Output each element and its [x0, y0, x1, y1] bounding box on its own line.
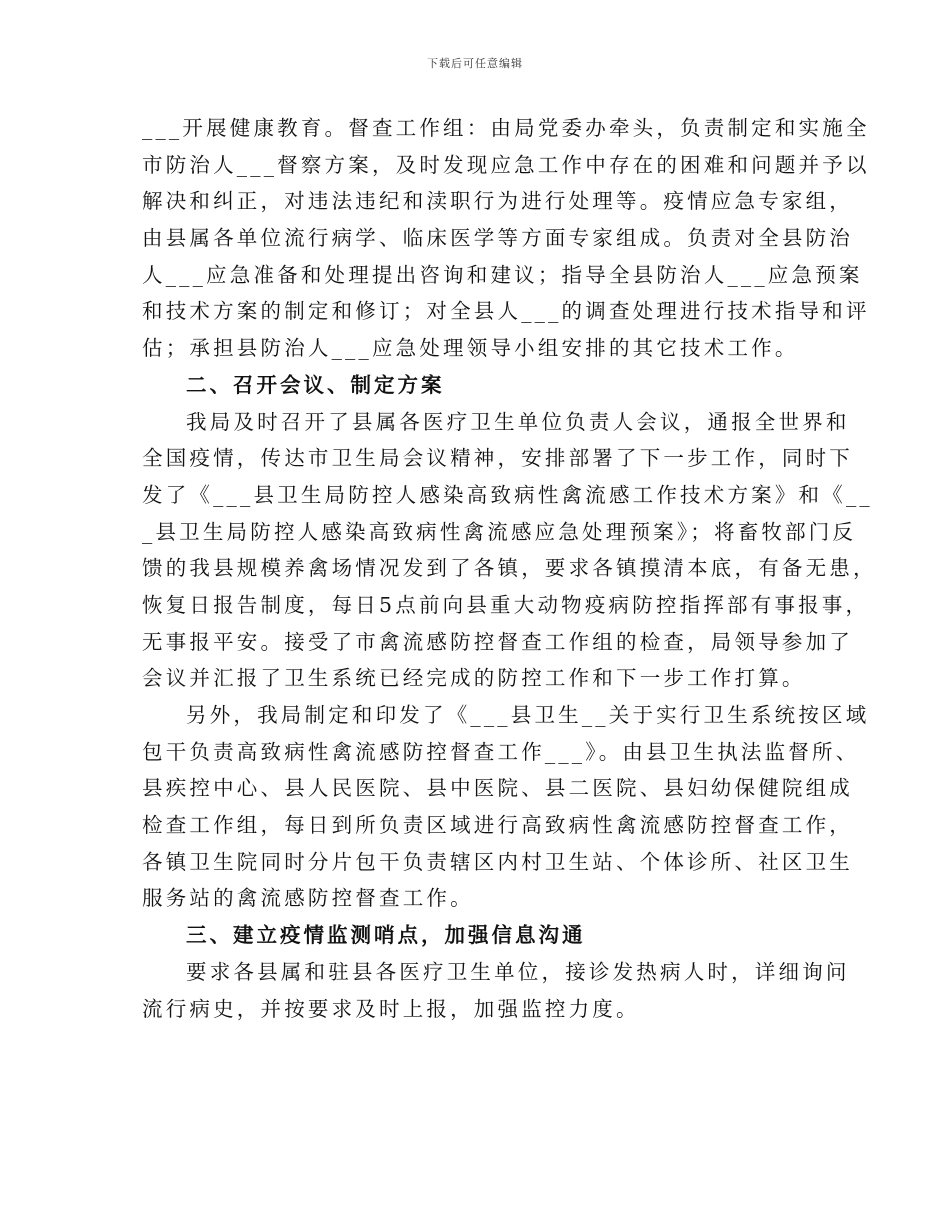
text-line: 由县属各单位流行病学、临床医学等方面专家组成。负责对全县防治	[142, 226, 853, 251]
text-line: 馈的我县规模养禽场情况发到了各镇，要求各镇摸清本底，有备无患，	[142, 556, 877, 581]
text-line: 市防治人___督察方案，及时发现应急工作中存在的困难和问题并予以	[142, 152, 870, 177]
page-header: 下载后可任意编辑	[427, 57, 523, 70]
text-line: 各镇卫生院同时分片包干负责辖区内村卫生站、个体诊所、社区卫生	[142, 849, 853, 874]
text-line: 无事报平安。接受了市禽流感防控督查工作组的检查，局领导参加了	[142, 629, 853, 654]
text-line: 我局及时召开了县属各医疗卫生单位负责人会议，通报全世界和	[186, 409, 850, 434]
text-line: 另外，我局制定和印发了《___县卫生__关于实行卫生系统按区域	[186, 703, 870, 727]
text-line: 人___应急准备和处理提出咨询和建议；指导全县防治人___应急预案	[142, 262, 863, 287]
text-line: ___开展健康教育。督查工作组：由局党委办牵头，负责制定和实施全	[142, 116, 870, 140]
text-line: 服务站的禽流感防控督查工作。	[142, 886, 474, 911]
text-line: 发了《___县卫生局防控人感染高致病性禽流感工作技术方案》和《__	[142, 482, 873, 507]
text-line: _县卫生局防控人感染高致病性禽流感应急处理预案》；将畜牧部门反	[142, 519, 857, 544]
text-line: 要求各县属和驻县各医疗卫生单位，接诊发热病人时，详细询问	[186, 959, 850, 984]
section-heading: 三、建立疫情监测哨点，加强信息沟通	[186, 923, 586, 948]
text-line: 和技术方案的制定和修订；对全县人___的调查处理进行技术指导和评	[142, 299, 870, 324]
text-line: 检查工作组，每日到所负责区域进行高致病性禽流感防控督查工作，	[142, 813, 853, 838]
text-line: 包干负责高致病性禽流感防控督查工作___》。由县卫生执法监督所、	[142, 739, 860, 764]
text-line: 会议并汇报了卫生系统已经完成的防控工作和下一步工作打算。	[142, 666, 806, 691]
text-line: 县疾控中心、县人民医院、县中医院、县二医院、县妇幼保健院组成	[142, 776, 853, 801]
section-heading: 二、召开会议、制定方案	[186, 372, 445, 397]
text-line: 流行病史，并按要求及时上报，加强监控力度。	[142, 996, 640, 1021]
text-line: 全国疫情，传达市卫生局会议精神，安排部署了下一步工作，同时下	[142, 446, 853, 471]
text-line: 解决和纠正，对违法违纪和渎职行为进行处理等。疫情应急专家组，	[142, 189, 853, 214]
text-line: 恢复日报告制度，每日5点前向县重大动物疫病防控指挥部有事报事，	[142, 592, 870, 617]
text-line: 估；承担县防治人___应急处理领导小组安排的其它技术工作。	[142, 336, 799, 361]
document-body	[142, 110, 877, 1027]
